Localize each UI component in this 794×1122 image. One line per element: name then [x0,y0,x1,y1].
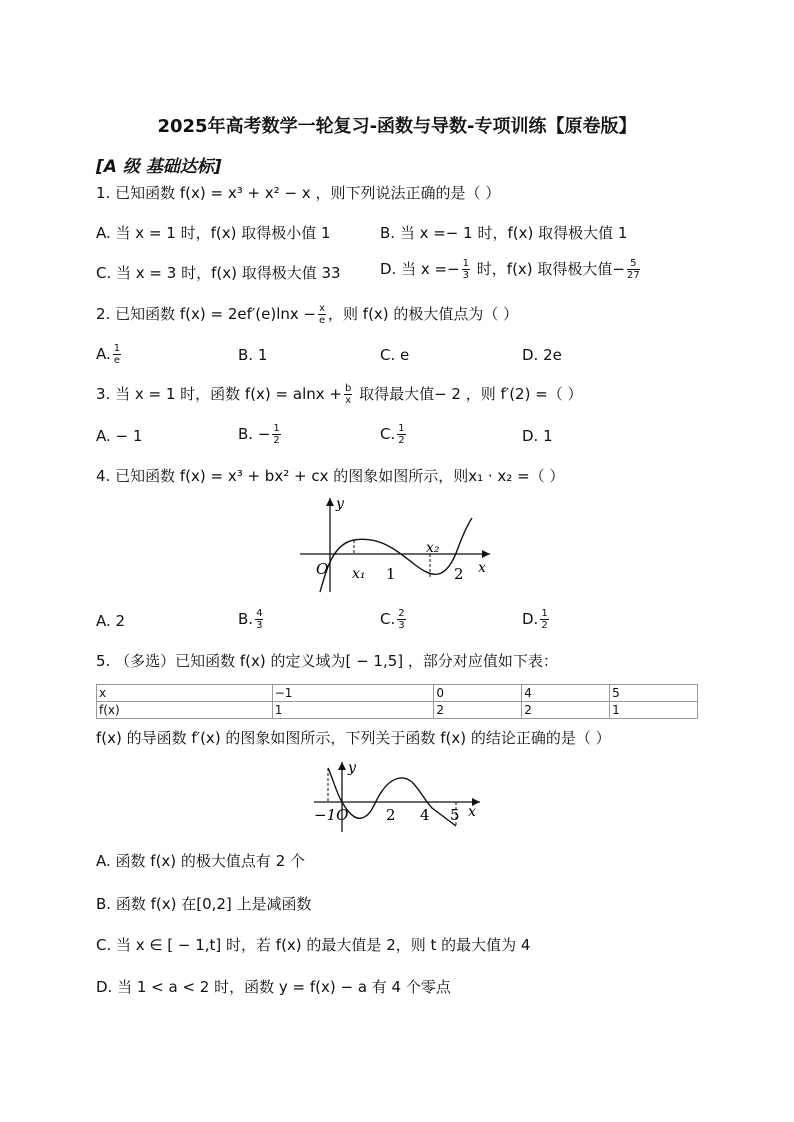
q2-option-d: D. 2e [522,346,562,364]
q2-stem-post: ，则 f(x) 的极大值点为（ ） [328,305,519,323]
cubic-curve [320,518,472,592]
frac-denominator: 3 [462,270,470,281]
page-title: 2025年高考数学一轮复习-函数与导数-专项训练【原卷版】 [157,116,637,137]
q1-option-d-mid: 时，f(x) 取得极大值− [472,260,625,278]
q2-option-a-fraction [113,343,121,366]
q4-option-b-fraction [255,608,263,631]
q5-option-a: A. 函数 f(x) 的极大值点有 2 个 [96,852,306,870]
frac-numerator: 1 [113,343,121,354]
table-cell: x [97,685,273,702]
q5-option-c: C. 当 x ∈ [ − 1,t] 时，若 f(x) 的最大值是 2，则 t 的最大值为 4 [96,936,531,954]
frac-denominator: x [345,395,352,406]
frac-numerator: 1 [398,423,405,434]
x-axis-label: x [468,804,476,820]
q1-option-a: A. 当 x = 1 时，f(x) 取得极小值 1 [96,224,331,242]
y-axis-label: y [336,496,344,512]
q1-option-c: C. 当 x = 3 时，f(x) 取得极大值 33 [96,264,341,282]
x1-label: x₁ [352,566,366,582]
q2-option-a-label: A. [96,345,111,363]
frac-numerator: 1 [273,423,280,434]
q2-option-a [96,343,123,366]
q1-option-d-pre: D. 当 x =− [380,260,460,278]
table-row [97,685,698,702]
q5-option-d: D. 当 1 < a < 2 时，函数 y = f(x) − a 有 4 个零点 [96,978,451,996]
frac-denominator: 3 [256,620,263,631]
q1-option-d-fraction [462,258,470,281]
tick-label-2: 2 [454,565,464,583]
frac-numerator: x [319,303,326,314]
q4-option-a: A. 2 [96,612,126,630]
table-cell: −1 [272,685,434,702]
table-row [97,702,698,719]
q4-option-d-fraction [540,608,548,631]
q1-option-d [380,258,642,281]
frac-numerator: 5 [627,258,640,270]
q3-stem [96,383,583,406]
q3-option-a: A. − 1 [96,427,143,445]
frac-numerator: 1 [541,608,548,619]
x-axis-arrow [482,550,490,558]
frac-denominator: e [113,355,121,366]
tick-label-1: 1 [386,565,396,583]
table-cell: 2 [434,702,522,719]
frac-denominator: e [318,315,326,326]
q2-stem-pre: 2. 已知函数 f(x) = 2ef′(e)lnx − [96,305,317,323]
table-cell: 1 [610,702,698,719]
q5-option-b: B. 函数 f(x) 在[0,2] 上是减函数 [96,895,312,913]
y-axis-arrow [338,762,346,770]
q3-stem-fraction [344,383,352,406]
q4-option-c [380,608,408,631]
q3-option-b [238,423,283,446]
q2-stem [96,303,518,326]
q4-option-c-label: C. [380,610,396,628]
q3-stem-post: 取得最大值− 2 ，则 f′(2) =（ ） [354,385,583,403]
q4-option-b [238,608,265,631]
q5-value-table [96,684,698,719]
q3-option-c-label: C. [380,425,396,443]
q1-option-b: B. 当 x =− 1 时，f(x) 取得极大值 1 [380,224,628,242]
tick-label-4: 4 [420,806,430,824]
y-axis-arrow [326,498,334,506]
q4-option-b-label: B. [238,610,254,628]
q1-option-d-value-fraction [627,258,640,281]
frac-denominator: 2 [398,435,405,446]
table-cell: 5 [610,685,698,702]
q5-stem: 5. （多选）已知函数 f(x) 的定义域为[ − 1,5] ，部分对应值如下表： [96,652,558,670]
q5-after-table: f(x) 的导函数 f′(x) 的图象如图所示，下列关于函数 f(x) 的结论正确的是（ ） [96,729,611,747]
section-heading: [A 级 基础达标] [96,157,222,177]
q4-option-d-label: D. [522,610,539,628]
q3-option-b-fraction [272,423,280,446]
x-axis-label: x [478,560,486,576]
q3-stem-pre: 3. 当 x = 1 时，函数 f(x) = alnx + [96,385,342,403]
frac-numerator: 2 [398,608,405,619]
q3-option-c-fraction [397,423,405,446]
table-cell: f(x) [97,702,273,719]
q2-option-b: B. 1 [238,346,268,364]
q4-option-d [522,608,551,631]
q3-option-b-label: B. − [238,425,271,443]
frac-numerator: 4 [256,608,263,619]
x2-label: x₂ [426,540,440,556]
table-cell: 2 [522,702,610,719]
q2-option-c: C. e [380,346,410,364]
q4-stem: 4. 已知函数 f(x) = x³ + bx² + cx 的图象如图所示，则x₁ · x₂ =（ ） [96,467,565,485]
table-cell: 4 [522,685,610,702]
frac-denominator: 3 [398,620,405,631]
origin-label: O [316,560,329,578]
table-cell: 1 [272,702,434,719]
frac-numerator: b [344,383,352,394]
neg-one-origin-label: −1O [314,806,349,824]
q3-option-d: D. 1 [522,427,553,445]
q4-cubic-graph [296,492,496,596]
tick-label-2: 2 [386,806,396,824]
q3-option-c [380,423,408,446]
frac-denominator: 27 [626,270,640,281]
table-cell: 0 [434,685,522,702]
q2-stem-fraction [318,303,326,326]
q5-derivative-graph [310,756,490,834]
tick-label-5: 5 [450,806,460,824]
q4-option-c-fraction [397,608,405,631]
frac-denominator: 2 [541,620,548,631]
y-axis-label: y [348,760,356,776]
frac-denominator: 2 [273,435,280,446]
q1-stem: 1. 已知函数 f(x) = x³ + x² − x ，则下列说法正确的是（ ） [96,184,501,202]
frac-numerator: 1 [462,258,470,269]
